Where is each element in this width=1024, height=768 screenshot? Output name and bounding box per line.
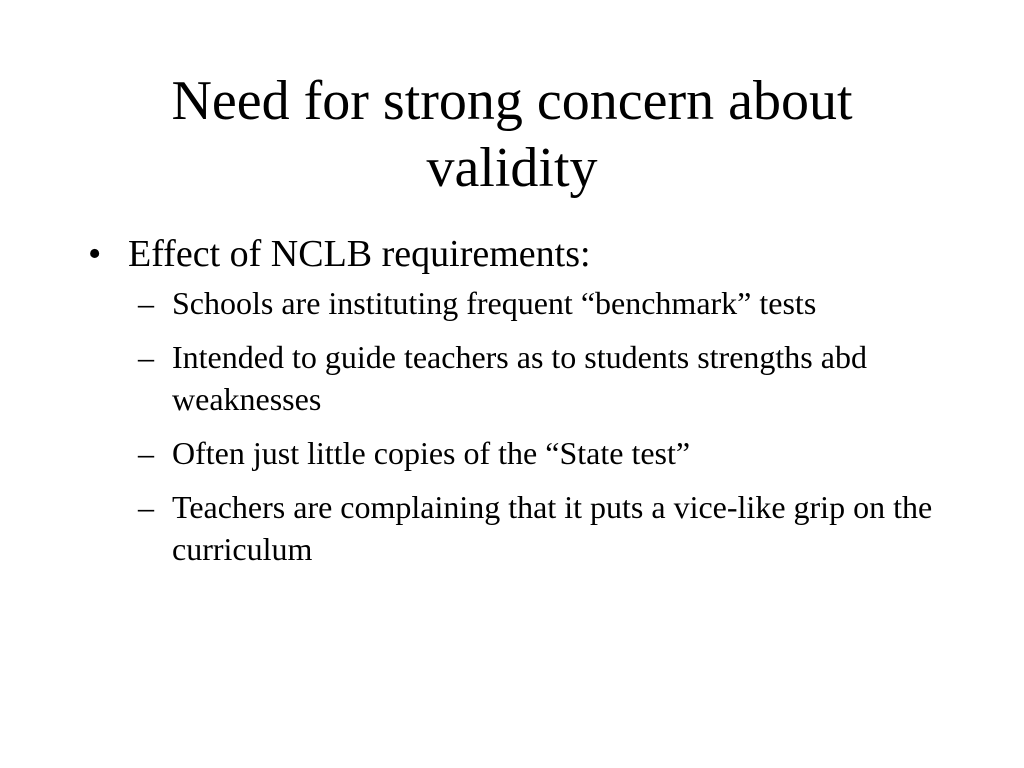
dash-marker: – (138, 285, 154, 321)
bullet-item (88, 228, 968, 570)
subbullet-item (128, 336, 968, 420)
subbullet-text: Often just little copies of the “State test” (172, 435, 691, 471)
bullet-list (88, 228, 968, 582)
dash-marker: – (138, 339, 154, 375)
dash-marker: – (138, 435, 154, 471)
subbullet-text: Teachers are complaining that it puts a vice-like grip on the curriculum (172, 489, 933, 567)
slide-title: Need for strong concern about validity (171, 70, 853, 199)
subbullet-text: Intended to guide teachers as to students strengths abd weaknesses (172, 339, 867, 417)
subbullet-item (128, 432, 968, 474)
subbullet-text: Schools are instituting frequent “benchmark” tests (172, 285, 817, 321)
subbullet-item (128, 486, 968, 570)
dash-marker: – (138, 489, 154, 525)
subbullet-list (128, 282, 968, 570)
bullet-text: Effect of NCLB requirements: (128, 233, 591, 275)
subbullet-item (128, 282, 968, 324)
bullet-marker: • (88, 233, 102, 275)
